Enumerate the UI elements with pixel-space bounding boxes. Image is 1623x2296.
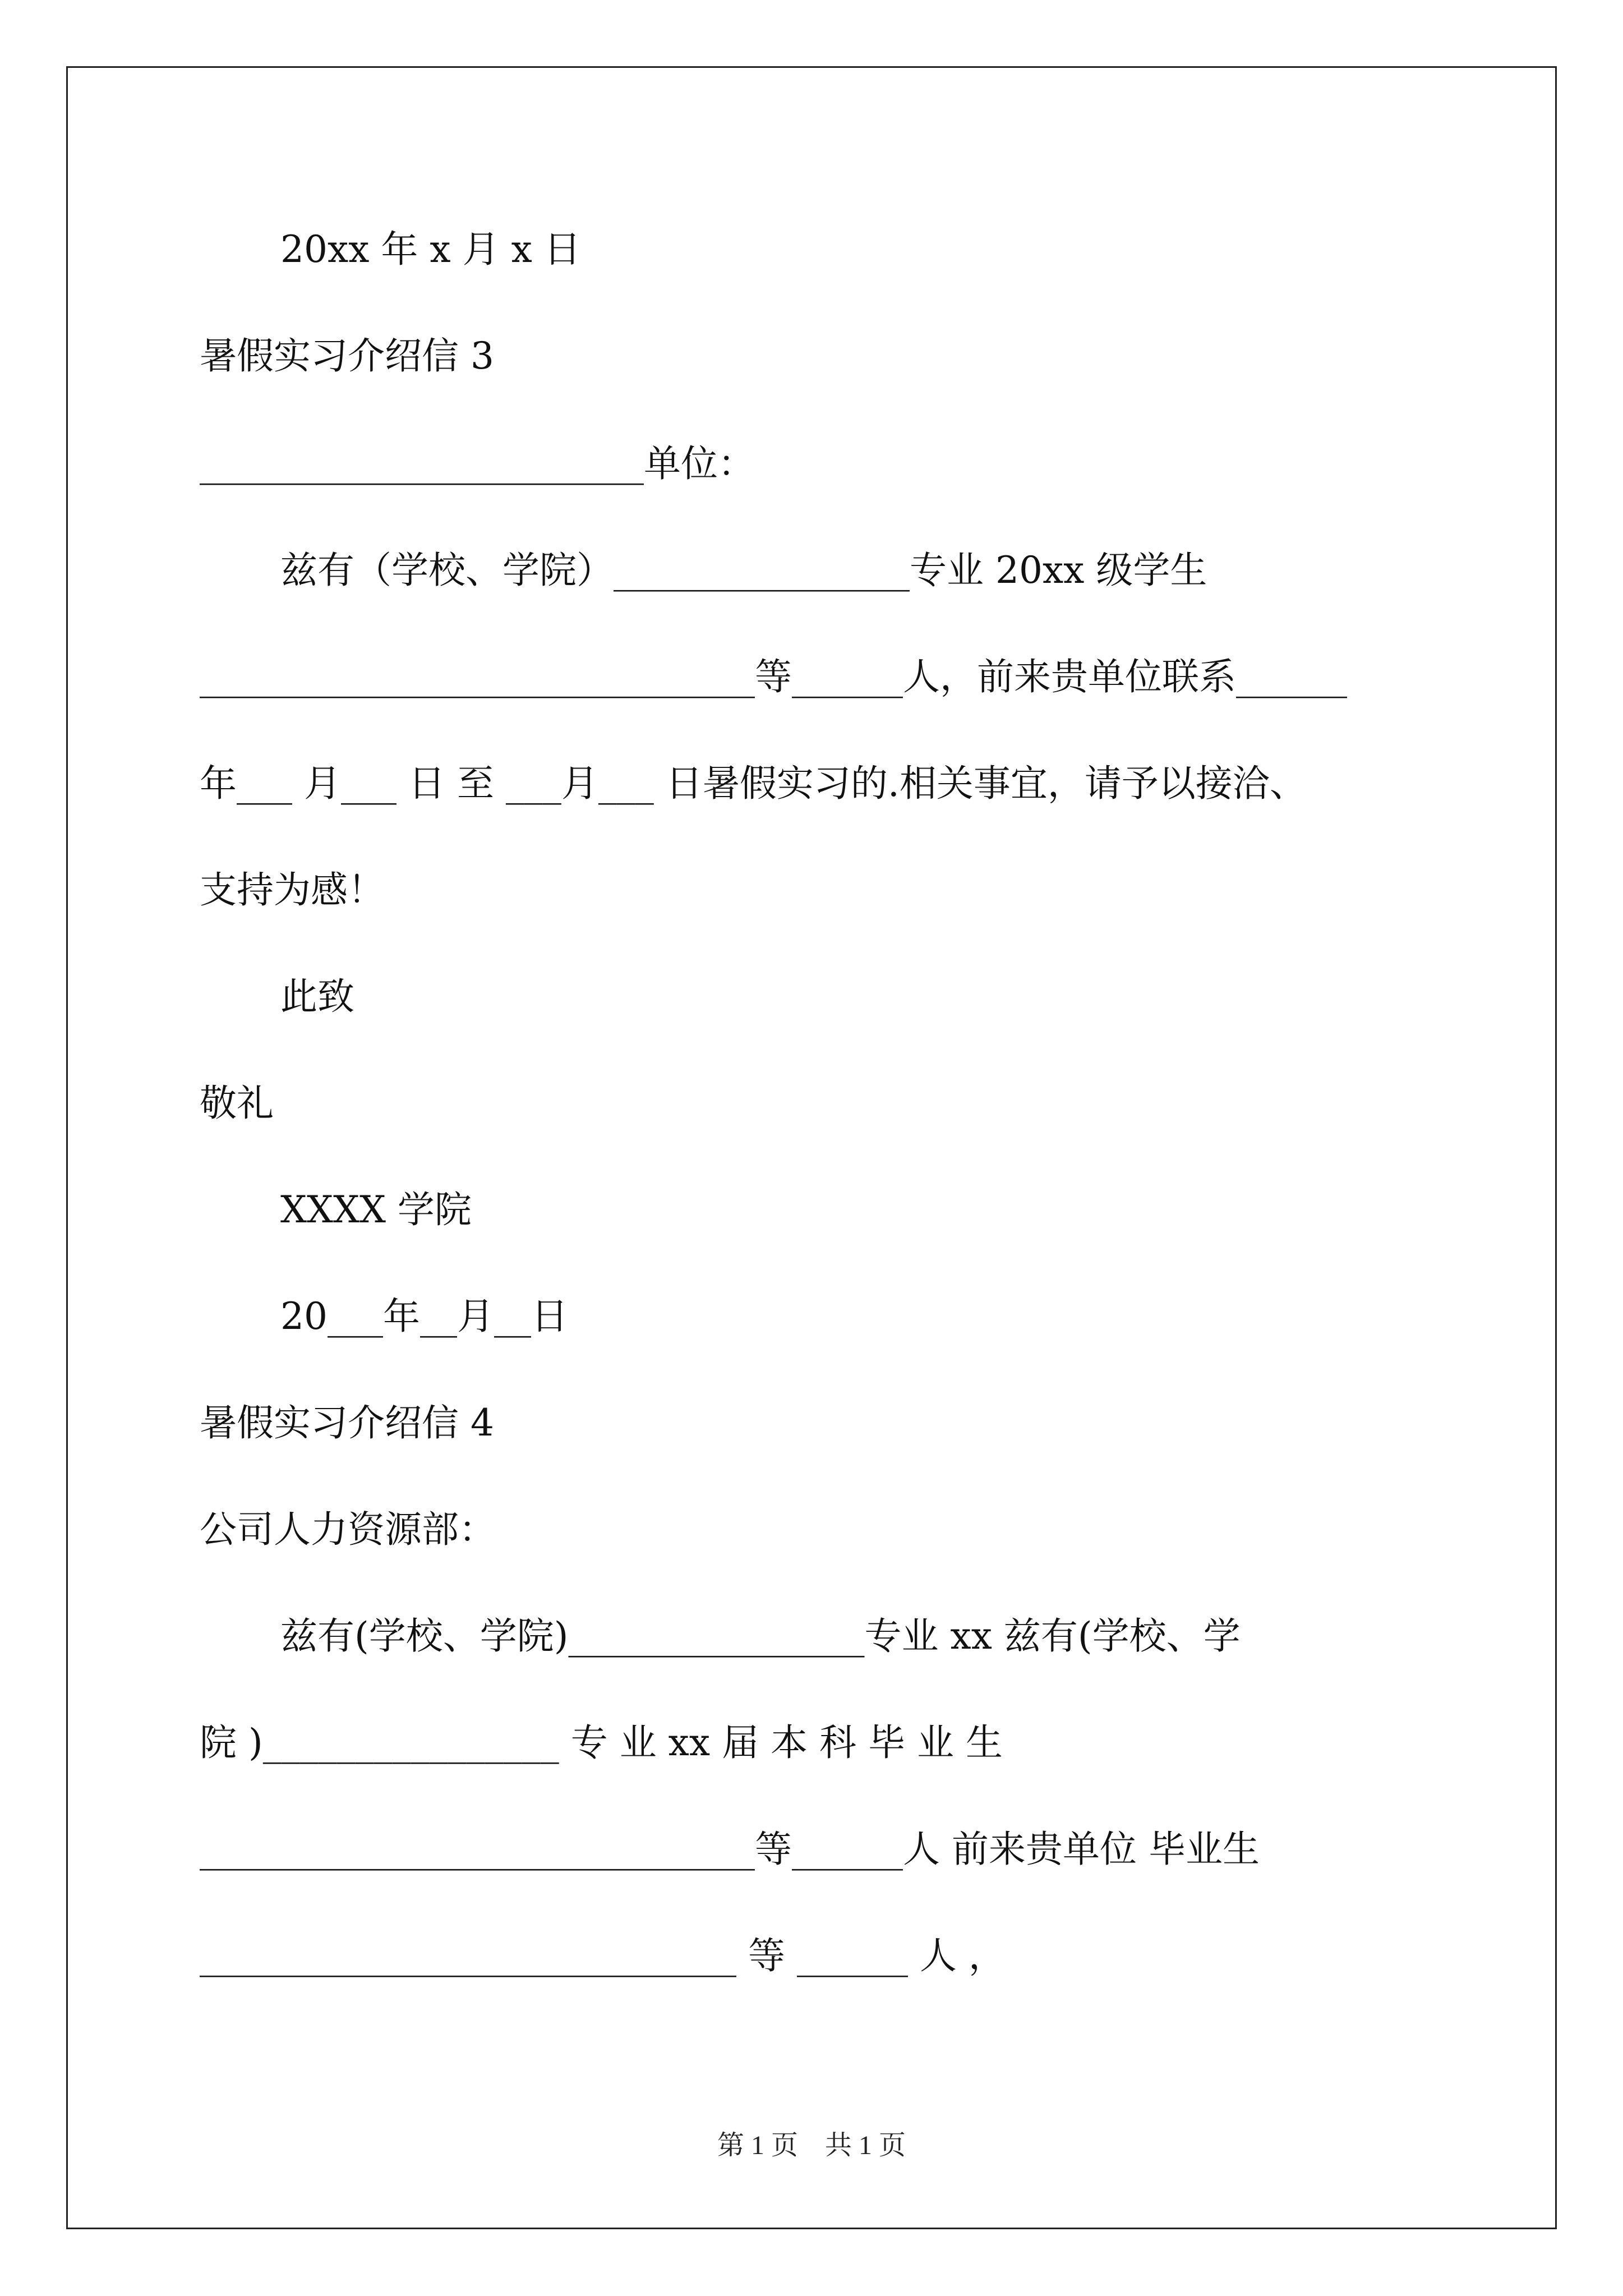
signature-school: XXXX 学院 bbox=[280, 1188, 472, 1231]
page-border bbox=[66, 66, 1557, 2229]
body-line-4: 支持为感！ bbox=[200, 868, 385, 912]
body-line-5: 兹有(学校、学院)________________专业 xx 兹有(学校、学 bbox=[280, 1614, 1241, 1658]
body-line-1: 兹有（学校、学院）________________专业 20xx 级学生 bbox=[280, 549, 1207, 592]
body-line-3: 年___ 月___ 日 至 ___月___ 日暑假实习的.相关事宜，请予以接洽、 bbox=[200, 762, 1307, 805]
body-line-7: ______________________________等______人 前来贵单位 毕业生 bbox=[200, 1828, 1260, 1871]
body-line-8: _____________________________ 等 ______ 人 ， bbox=[200, 1934, 1006, 1977]
body-line-6: 院 )________________ 专 业 xx 届 本 科 毕 业 生 bbox=[200, 1721, 1003, 1764]
signature-date: 20___年__月__日 bbox=[280, 1295, 568, 1338]
section-title-4: 暑假实习介绍信 4 bbox=[200, 1401, 494, 1444]
recipient-unit: ________________________单位： bbox=[200, 442, 755, 485]
date-line-1: 20xx 年 x 月 x 日 bbox=[280, 228, 581, 271]
closing-cizhi: 此致 bbox=[280, 975, 354, 1018]
section-title-3: 暑假实习介绍信 3 bbox=[200, 334, 494, 378]
recipient-hr: 公司人力资源部： bbox=[200, 1508, 496, 1551]
body-line-2: ______________________________等______人，前来贵单位联系______ bbox=[200, 655, 1347, 698]
page-footer: 第 1 页 共 1 页 bbox=[717, 2131, 906, 2160]
closing-jingli: 敬礼 bbox=[200, 1082, 274, 1125]
